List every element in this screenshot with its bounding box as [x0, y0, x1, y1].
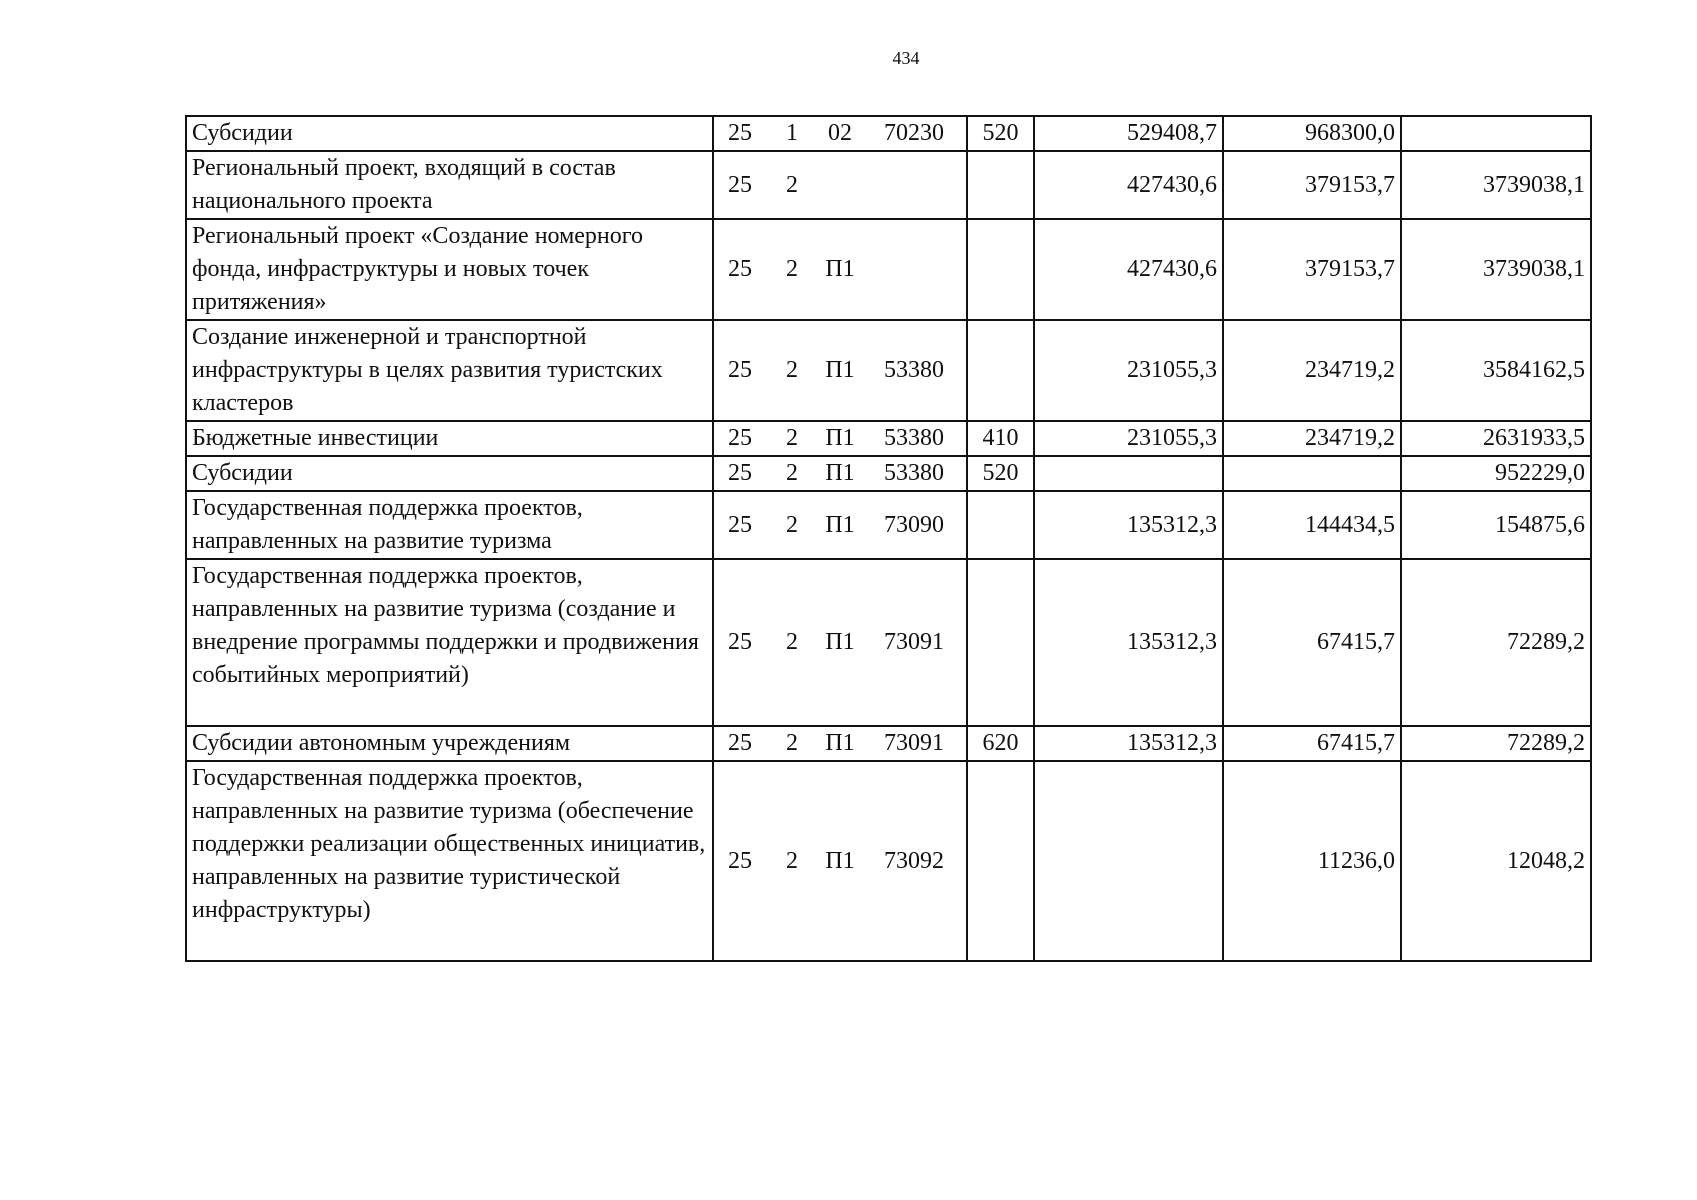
- row-name: Субсидии: [186, 456, 713, 491]
- table-row: [186, 151, 1591, 219]
- main-activity-code: 02: [828, 120, 852, 146]
- program-code: 25: [728, 730, 752, 756]
- main-activity-code: П1: [825, 730, 855, 756]
- amount-year-2: 968300,0: [1223, 116, 1401, 151]
- row-codes: [713, 456, 967, 491]
- expense-type-code: 520: [967, 456, 1034, 491]
- program-code: 25: [728, 256, 752, 282]
- direction-code: 73091: [884, 629, 944, 655]
- row-name: Региональный проект, входящий в состав национального проекта: [186, 151, 713, 219]
- amount-year-1: [1034, 456, 1223, 491]
- row-codes: [713, 761, 967, 961]
- program-code: 25: [728, 120, 752, 146]
- row-codes: [713, 320, 967, 421]
- expense-type-code: [967, 761, 1034, 961]
- direction-code: 53380: [884, 425, 944, 451]
- subprogram-code: 2: [786, 171, 798, 198]
- subprogram-code: 2: [786, 256, 798, 282]
- amount-year-3: 72289,2: [1401, 559, 1591, 726]
- subprogram-code: 2: [786, 847, 798, 874]
- amount-year-3: 3584162,5: [1401, 320, 1591, 421]
- amount-year-2: [1223, 456, 1401, 491]
- row-name: Бюджетные инвестиции: [186, 421, 713, 456]
- amount-year-3: 12048,2: [1401, 761, 1591, 961]
- row-codes: [713, 559, 967, 726]
- main-activity-code: П1: [825, 511, 855, 538]
- program-code: 25: [728, 511, 752, 538]
- amount-year-2: 379153,7: [1223, 151, 1401, 219]
- amount-year-2: 234719,2: [1223, 421, 1401, 456]
- amount-year-3: 3739038,1: [1401, 219, 1591, 320]
- expense-type-code: 620: [967, 726, 1034, 761]
- expense-type-code: [967, 151, 1034, 219]
- row-codes: [713, 491, 967, 559]
- program-code: 25: [728, 629, 752, 655]
- amount-year-2: 234719,2: [1223, 320, 1401, 421]
- main-activity-code: П1: [825, 460, 855, 486]
- table-row: [186, 559, 1591, 726]
- amount-year-3: 2631933,5: [1401, 421, 1591, 456]
- amount-year-1: 135312,3: [1034, 559, 1223, 726]
- amount-year-1: 231055,3: [1034, 320, 1223, 421]
- table-row: [186, 726, 1591, 761]
- amount-year-3: [1401, 116, 1591, 151]
- expense-type-code: 410: [967, 421, 1034, 456]
- table-row: [186, 761, 1591, 961]
- amount-year-1: 231055,3: [1034, 421, 1223, 456]
- amount-year-1: 427430,6: [1034, 219, 1223, 320]
- page-number: 434: [892, 48, 920, 68]
- direction-code: 73092: [884, 847, 944, 874]
- expense-type-code: [967, 219, 1034, 320]
- amount-year-1: 135312,3: [1034, 491, 1223, 559]
- row-codes: [713, 219, 967, 320]
- expense-type-code: [967, 491, 1034, 559]
- subprogram-code: 2: [786, 730, 798, 756]
- main-activity-code: П1: [825, 425, 855, 451]
- direction-code: 73091: [884, 730, 944, 756]
- row-name: Создание инженерной и транспортной инфраструктуры в целях развития туристских кластеров: [186, 320, 713, 421]
- amount-year-3: 72289,2: [1401, 726, 1591, 761]
- program-code: 25: [728, 460, 752, 486]
- program-code: 25: [728, 847, 752, 874]
- main-activity-code: П1: [825, 256, 855, 282]
- amount-year-1: 135312,3: [1034, 726, 1223, 761]
- amount-year-2: 11236,0: [1223, 761, 1401, 961]
- amount-year-2: 379153,7: [1223, 219, 1401, 320]
- table-row: [186, 320, 1591, 421]
- direction-code: 53380: [884, 357, 944, 383]
- row-name: Субсидии автономным учреждениям: [186, 726, 713, 761]
- expense-type-code: 520: [967, 116, 1034, 151]
- main-activity-code: П1: [825, 357, 855, 383]
- main-activity-code: П1: [825, 847, 855, 874]
- budget-table: [185, 115, 1592, 962]
- row-codes: [713, 726, 967, 761]
- subprogram-code: 1: [786, 120, 798, 146]
- row-codes: [713, 116, 967, 151]
- table-row: [186, 219, 1591, 320]
- amount-year-2: 144434,5: [1223, 491, 1401, 559]
- amount-year-2: 67415,7: [1223, 559, 1401, 726]
- subprogram-code: 2: [786, 357, 798, 383]
- subprogram-code: 2: [786, 460, 798, 486]
- row-name: Субсидии: [186, 116, 713, 151]
- row-name: Государственная поддержка проектов, направленных на развитие туризма: [186, 491, 713, 559]
- table-row: [186, 116, 1591, 151]
- expense-type-code: [967, 320, 1034, 421]
- expense-type-code: [967, 559, 1034, 726]
- table-row: [186, 421, 1591, 456]
- row-codes: [713, 151, 967, 219]
- amount-year-1: [1034, 761, 1223, 961]
- table-row: [186, 491, 1591, 559]
- program-code: 25: [728, 357, 752, 383]
- amount-year-1: 529408,7: [1034, 116, 1223, 151]
- subprogram-code: 2: [786, 629, 798, 655]
- table-row: [186, 456, 1591, 491]
- subprogram-code: 2: [786, 425, 798, 451]
- direction-code: 73090: [884, 511, 944, 538]
- amount-year-3: 952229,0: [1401, 456, 1591, 491]
- main-activity-code: П1: [825, 629, 855, 655]
- program-code: 25: [728, 171, 752, 198]
- amount-year-1: 427430,6: [1034, 151, 1223, 219]
- program-code: 25: [728, 425, 752, 451]
- subprogram-code: 2: [786, 511, 798, 538]
- amount-year-3: 154875,6: [1401, 491, 1591, 559]
- direction-code: 53380: [884, 460, 944, 486]
- row-name: Государственная поддержка проектов, направленных на развитие туризма (создание и внедрение программы поддержки и продвижения событийных мероприятий): [186, 559, 713, 726]
- row-name: Региональный проект «Создание номерного фонда, инфраструктуры и новых точек притяжения»: [186, 219, 713, 320]
- amount-year-3: 3739038,1: [1401, 151, 1591, 219]
- direction-code: 70230: [884, 120, 944, 146]
- row-name: Государственная поддержка проектов, направленных на развитие туризма (обеспечение поддержки реализации общественных инициатив, направленных на развитие туристической инфраструктуры): [186, 761, 713, 961]
- row-codes: [713, 421, 967, 456]
- amount-year-2: 67415,7: [1223, 726, 1401, 761]
